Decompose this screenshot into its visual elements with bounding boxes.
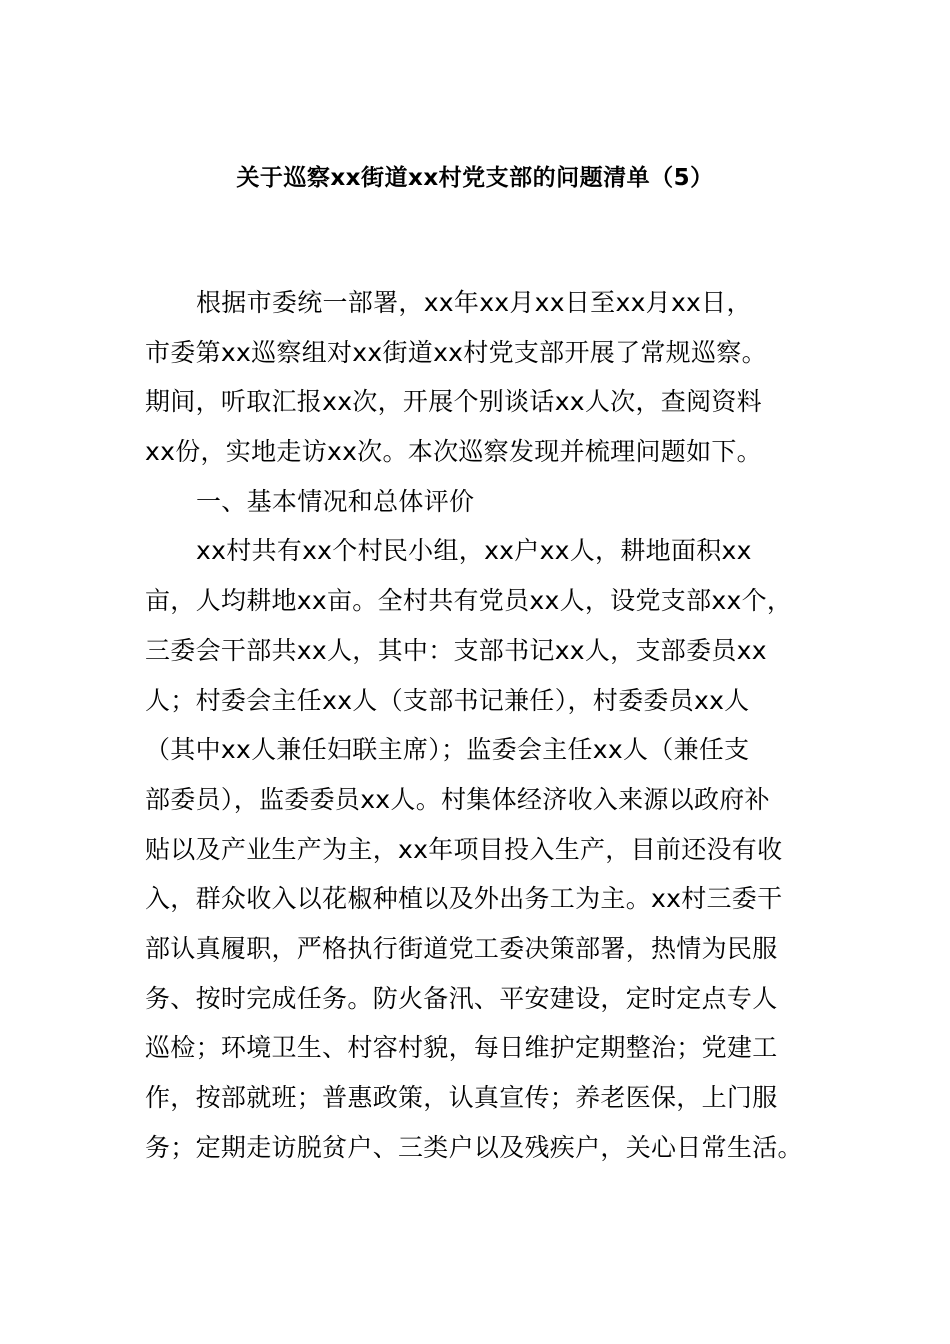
paragraph-line: xx村共有xx个村民小组，xx户xx人，耕地面积xx: [196, 536, 752, 566]
paragraph-line: 根据市委统一部署，xx年xx月xx日至xx月xx日，: [196, 288, 752, 317]
paragraph-line: 部认真履职，严格执行街道党工委决策部署，热情为民服: [145, 933, 778, 963]
document-title: 关于巡察xx街道xx村党支部的问题清单（5）: [236, 165, 714, 191]
paragraph-line: 亩，人均耕地xx亩。全村共有党员xx人，设党支部xx个，: [145, 586, 793, 616]
section-heading: 一、基本情况和总体评价: [196, 486, 475, 516]
paragraph-line: 市委第xx巡察组对xx街道xx村党支部开展了常规巡察。: [145, 337, 767, 367]
paragraph-line: 期间，听取汇报xx次，开展个别谈话xx人次，查阅资料: [145, 387, 762, 417]
document-body: [145, 278, 810, 1172]
paragraph-line: 入，群众收入以花椒种植以及外出务工为主。xx村三委干: [145, 884, 783, 914]
paragraph-line: 三委会干部共xx人，其中：支部书记xx人，支部委员xx: [145, 635, 767, 665]
paragraph-line: 贴以及产业生产为主，xx年项目投入生产，目前还没有收: [145, 834, 783, 864]
paragraph-line: 部委员），监委委员xx人。村集体经济收入来源以政府补: [145, 784, 770, 814]
paragraph-line: 务、按时完成任务。防火备汛、平安建设，定时定点专人: [145, 983, 778, 1013]
paragraph-line: 巡检；环境卫生、村容村貌，每日维护定期整治；党建工: [145, 1033, 778, 1063]
paragraph-line: xx份，实地走访xx次。本次巡察发现并梳理问题如下。: [145, 437, 762, 467]
paragraph-line: （其中xx人兼任妇联主席）；监委会主任xx人（兼任支: [145, 735, 750, 765]
paragraph-line: 人；村委会主任xx人（支部书记兼任），村委委员xx人: [145, 685, 750, 715]
paragraph-line: 务；定期走访脱贫户、三类户以及残疾户，关心日常生活。: [145, 1132, 803, 1162]
paragraph-line: 作，按部就班；普惠政策，认真宣传；养老医保，上门服: [145, 1083, 778, 1112]
